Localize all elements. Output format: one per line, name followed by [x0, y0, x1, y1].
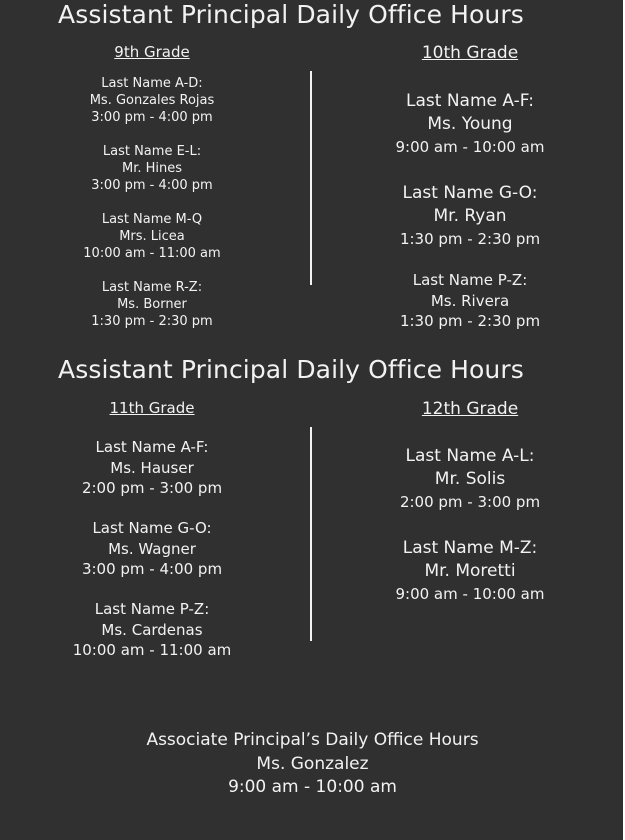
grade-10-group-3 — [368, 270, 572, 332]
grade-12-group-1 — [368, 445, 572, 514]
grade-9-group-3 — [52, 211, 252, 262]
group-range: Last Name A-L: — [405, 446, 535, 466]
group-admin-name: Ms. Wagner — [108, 539, 196, 558]
group-range: Last Name R-Z: — [101, 280, 203, 295]
group-range: Last Name M-Z: — [402, 538, 538, 558]
group-admin-name: Ms. Hauser — [110, 458, 194, 477]
group-admin-name: Ms. Cardenas — [101, 620, 203, 639]
grade-12-heading: 12th Grade — [421, 399, 519, 419]
group-time: 10:00 am - 11:00 am — [83, 246, 221, 261]
column-divider-2 — [310, 427, 312, 641]
group-admin-name: Ms. Young — [427, 114, 513, 134]
group-admin-name: Mr. Ryan — [433, 206, 507, 226]
associate-time: 9:00 am - 10:00 am — [228, 777, 397, 797]
grade-9-group-4 — [52, 279, 252, 330]
grade-10-group-2 — [368, 182, 572, 251]
section-title-2: Assistant Principal Daily Office Hours — [58, 355, 524, 384]
group-admin-name: Mr. Hines — [121, 161, 183, 176]
group-time: 3:00 pm - 4:00 pm — [91, 110, 213, 125]
group-time: 1:30 pm - 2:30 pm — [399, 230, 541, 248]
grade-11-group-1 — [52, 437, 252, 499]
group-admin-name: Mr. Solis — [434, 469, 506, 489]
group-admin-name: Ms. Rivera — [430, 291, 510, 310]
group-range: Last Name G-O: — [92, 519, 212, 537]
group-admin-name: Mrs. Licea — [119, 229, 185, 244]
section-title-1: Assistant Principal Daily Office Hours — [58, 0, 524, 29]
grade-11-group-2 — [52, 518, 252, 580]
group-time: 9:00 am - 10:00 am — [395, 138, 545, 156]
group-time: 2:00 pm - 3:00 pm — [399, 493, 541, 511]
group-time: 9:00 am - 10:00 am — [395, 585, 545, 603]
group-time: 2:00 pm - 3:00 pm — [81, 479, 223, 497]
group-admin-name: Ms. Gonzales Rojas — [89, 93, 215, 108]
group-range: Last Name A-F: — [406, 91, 534, 111]
grade-11-heading: 11th Grade — [109, 399, 195, 417]
group-time: 1:30 pm - 2:30 pm — [91, 314, 213, 329]
group-admin-name: Mr. Moretti — [424, 561, 516, 581]
group-time: 3:00 pm - 4:00 pm — [81, 560, 223, 578]
associate-principal-block — [0, 729, 625, 800]
grade-10-heading: 10th Grade — [421, 43, 519, 63]
associate-title: Associate Principal’s Daily Office Hours — [146, 730, 479, 750]
group-range: Last Name A-D: — [101, 76, 203, 91]
group-range: Last Name G-O: — [402, 183, 538, 203]
grade-9-group-2 — [52, 143, 252, 194]
associate-name: Ms. Gonzalez — [256, 753, 369, 774]
grade-9-group-1 — [52, 75, 252, 126]
group-time: 10:00 am - 11:00 am — [72, 641, 232, 659]
grade-10-group-1 — [368, 90, 572, 159]
group-time: 1:30 pm - 2:30 pm — [399, 312, 541, 330]
grade-9-heading: 9th Grade — [114, 43, 190, 61]
group-range: Last Name P-Z: — [94, 600, 210, 618]
group-time: 3:00 pm - 4:00 pm — [91, 178, 213, 193]
group-admin-name: Ms. Borner — [117, 297, 187, 312]
grade-11-group-3 — [52, 599, 252, 661]
group-range: Last Name M-Q — [101, 212, 203, 227]
grade-12-group-2 — [368, 537, 572, 606]
group-range: Last Name P-Z: — [412, 271, 528, 289]
group-range: Last Name E-L: — [102, 144, 202, 159]
column-divider-1 — [310, 71, 312, 285]
group-range: Last Name A-F: — [95, 438, 209, 456]
